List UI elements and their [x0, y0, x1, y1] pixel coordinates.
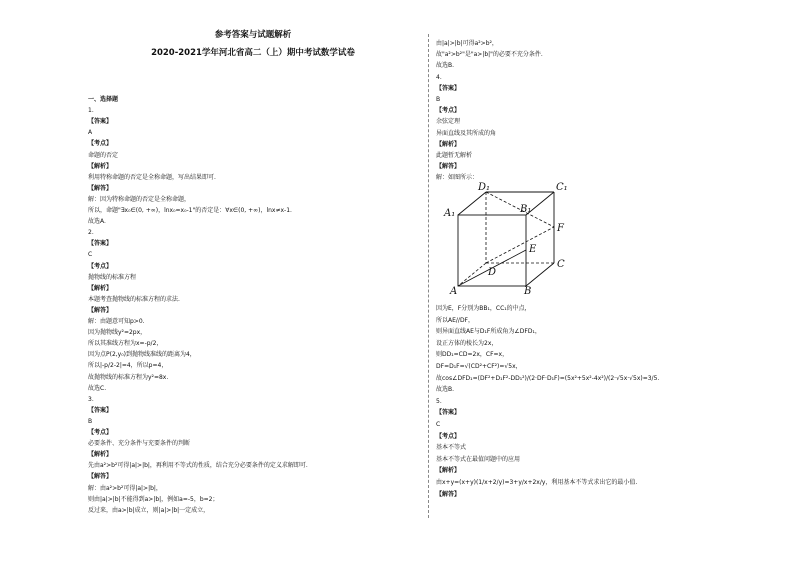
text-line: DF=D₁F=√(CD²+CF²)=√5x，: [436, 363, 522, 370]
text-line: 所以其准线方程为x=-p/2，: [88, 340, 163, 348]
label-a1: A₁: [444, 208, 456, 219]
text-line: 【考点】: [88, 262, 113, 270]
text-line: 【解答】: [88, 306, 113, 314]
label-d1: D₁: [478, 182, 491, 193]
text-line: 【解答】: [436, 490, 461, 498]
text-line: 【考点】: [436, 107, 461, 115]
label-d: D: [488, 267, 497, 278]
text-line: 故选B.: [436, 386, 455, 394]
text-line: 余弦定理: [436, 118, 461, 126]
text-line: 故选B.: [436, 62, 455, 70]
document-title: 参考答案与试题解析: [214, 30, 292, 40]
text-line: 故"a²>b²"是"a>|b|"的必要不充分条件.: [436, 51, 543, 59]
text-line: 因为抛物线y²=2px，: [88, 329, 147, 337]
text-line: 因为点P(2,y₀)到抛物线准线的距离为4，: [88, 351, 196, 359]
text-line: 因为E，F分别为BB₁，CC₁的中点，: [436, 305, 531, 312]
text-line: 5.: [436, 397, 442, 405]
text-line: 故选A.: [88, 218, 106, 226]
text-line: 【解析】: [88, 451, 113, 459]
text-line: 所以，命题"∃x₀∈(0, +∞)，lnx₀=x₀-1"的否定是：∀x∈(0, +∞)，lnx≠x-1.: [88, 207, 292, 214]
text-line: 【答案】: [436, 84, 461, 92]
text-line: 解：由题意可知p>0.: [88, 318, 145, 325]
label-c: C: [557, 259, 565, 270]
text-line: 【答案】: [88, 118, 113, 126]
text-line: 异面直线及其所成的角: [436, 129, 497, 137]
text-line: B: [88, 417, 93, 425]
text-line: 2.: [88, 229, 94, 237]
text-line: A: [88, 129, 93, 137]
text-line: 设正方体的棱长为2x，: [436, 339, 498, 347]
text-line: 基本不等式: [436, 444, 467, 452]
text-line: 则异面直线AE与D₁F所成角为∠DFD₁，: [436, 328, 541, 336]
label-a: A: [450, 286, 458, 295]
text-line: 【解析】: [436, 140, 461, 148]
text-line: 基本不等式在最值问题中的应用: [436, 455, 521, 463]
label-e: E: [529, 244, 537, 255]
cube-figure: [436, 180, 576, 295]
text-line: C: [436, 421, 441, 428]
text-line: 故抛物线的标准方程为y²=8x.: [88, 373, 169, 381]
text-line: 【考点】: [88, 429, 113, 436]
text-line: 必要条件、充分条件与充要条件的判断: [88, 440, 191, 448]
text-line: 1.: [88, 107, 94, 115]
text-line: B: [436, 96, 441, 103]
text-line: 此题暂无解析: [436, 152, 473, 159]
text-line: 【解答】: [436, 163, 461, 171]
text-line: 4.: [436, 73, 442, 81]
label-b: B: [524, 286, 532, 295]
label-c1: C₁: [556, 182, 568, 193]
text-line: 则DD₁=CD=2x，CF=x，: [436, 351, 509, 359]
text-line: 反过来，由a>|b|成立，则|a|>|b|一定成立，: [88, 506, 210, 514]
text-line: 则由|a|>|b|不能得到a>|b|，例如a=-5，b=2；: [88, 495, 219, 503]
text-line: 【解答】: [88, 184, 113, 192]
column-divider: [428, 34, 429, 518]
text-line: 一、选择题: [88, 96, 119, 103]
exam-title: 2020-2021学年河北省高二（上）期中考试数学试卷: [151, 48, 355, 58]
text-line: 【考点】: [436, 432, 461, 440]
text-line: 命题的否定: [88, 151, 119, 159]
text-line: 先由a²>b²可得|a|>|b|，再利用不等式的性质，结合充分必要条件的定义求解即可.: [88, 462, 308, 470]
text-line: 故选C.: [88, 384, 107, 392]
text-line: 由x+y=(x+y)(1/x+2/y)=3+y/x+2x/y，利用基本不等式求出它的最小值.: [436, 479, 638, 486]
text-line: 【解析】: [88, 162, 113, 170]
text-line: 所以AE//DF，: [436, 316, 475, 324]
label-b1: B₁: [520, 204, 532, 215]
text-line: 利用特称命题的否定是全称命题，写出结果即可.: [88, 173, 216, 181]
text-line: 由|a|>|b|可得a²>b²，: [436, 40, 498, 47]
text-line: 【答案】: [436, 409, 461, 417]
text-line: 3.: [88, 395, 94, 403]
text-line: 解：由a²>b²可得|a|>|b|，: [88, 484, 162, 492]
text-line: C: [88, 251, 93, 259]
text-line: 本题考查抛物线的标准方程的求法.: [88, 295, 180, 303]
text-line: 【解析】: [436, 467, 461, 475]
text-line: 【解答】: [88, 473, 113, 481]
text-line: 解：因为特称命题的否定是全称命题，: [88, 195, 191, 203]
text-line: 【答案】: [88, 406, 113, 414]
text-line: 故cos∠DFD₁=(DF²+D₁F²-DD₁²)/(2·DF·D₁F)=(5x²+5x²-4x²)/(2·√5x·√5x)=3/5.: [436, 374, 660, 382]
text-line: 【考点】: [88, 140, 113, 148]
text-line: 【答案】: [88, 240, 113, 248]
text-line: 解：如图所示：: [436, 174, 479, 182]
text-line: 抛物线的标准方程: [88, 273, 137, 281]
label-f: F: [557, 223, 564, 234]
text-line: 所以|-p/2-2|=4，所以p=4，: [88, 362, 168, 370]
text-line: 【解析】: [88, 284, 113, 292]
